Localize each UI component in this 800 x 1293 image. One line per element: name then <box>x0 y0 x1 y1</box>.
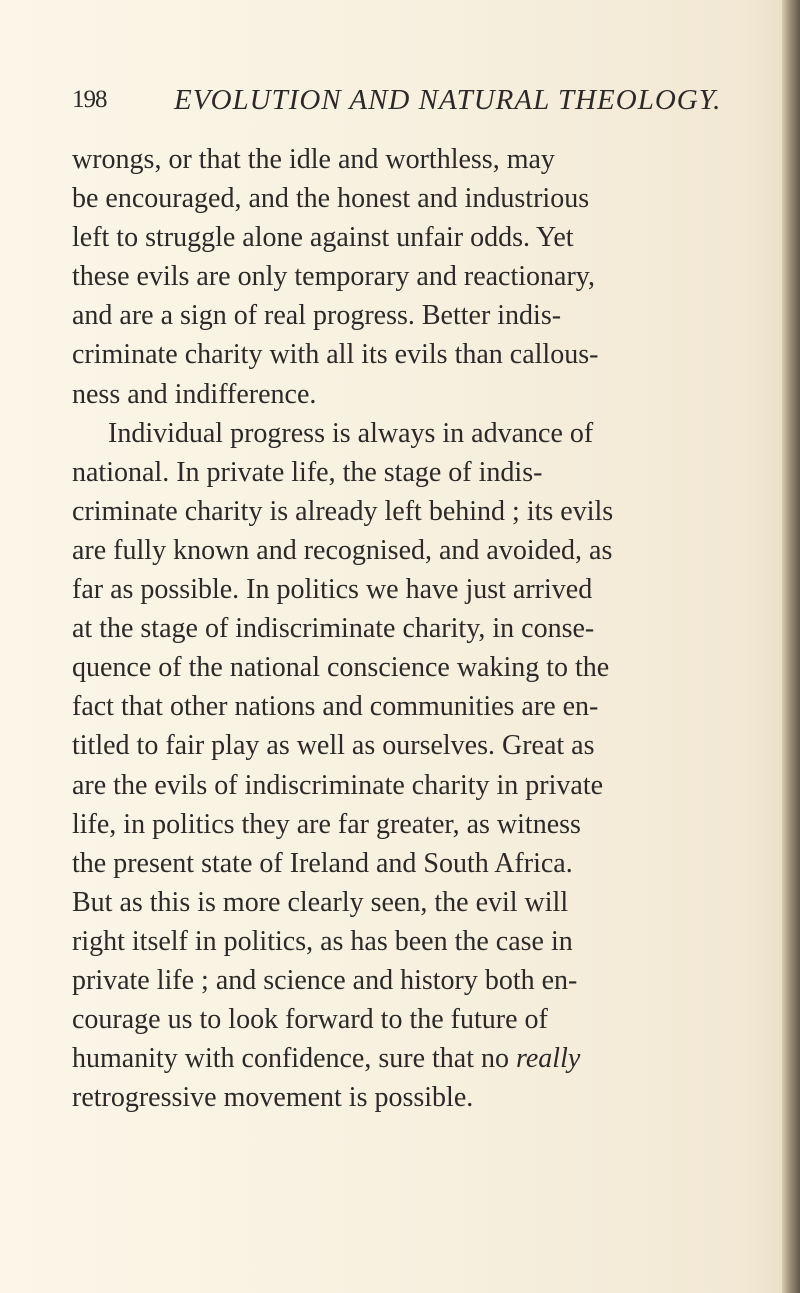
text-line <box>72 335 722 374</box>
text-line-content: criminate charity with all its evils than callous- <box>72 339 599 371</box>
text-line-content: But as this is more clearly seen, the evil will <box>72 886 569 918</box>
text-line-content: right itself in politics, as has been the case in <box>72 925 573 957</box>
text-line-content: wrongs, or that the idle and worthless, may <box>72 144 555 175</box>
text-line <box>72 257 722 296</box>
text-line <box>72 1039 722 1078</box>
text-line-content: be encouraged, and the honest and industrious <box>72 183 590 215</box>
text-line <box>72 726 722 765</box>
text-line-content: courage us to look forward to the future of <box>72 1004 548 1036</box>
text-line-content: criminate charity is already left behind ; its evils <box>72 495 614 527</box>
text-line <box>72 609 722 648</box>
text-line-content: at the stage of indiscriminate charity, in conse- <box>72 613 595 645</box>
text-line-content: fact that other nations and communities are en- <box>72 691 599 723</box>
text-line-content: private life ; and science and history both en- <box>72 964 578 996</box>
text-line-content: left to struggle alone against unfair odds. Yet <box>72 222 574 254</box>
text-line <box>72 531 722 570</box>
text-line <box>72 844 722 883</box>
text-line <box>72 766 722 805</box>
italic-emphasis: really <box>516 1043 581 1075</box>
text-line-content: far as possible. In politics we have just arrived <box>72 574 593 606</box>
text-line <box>72 1078 722 1117</box>
text-line-content: Individual progress is always in advance of <box>108 417 594 449</box>
text-line <box>72 179 722 218</box>
text-line <box>72 218 722 257</box>
paragraph-first-line <box>72 414 722 453</box>
text-line-content: quence of the national conscience waking to the <box>72 652 610 684</box>
text-line <box>72 687 722 726</box>
text-line <box>72 296 722 335</box>
page-header <box>72 82 722 118</box>
page-number: 198 <box>72 86 107 113</box>
text-line <box>72 883 722 922</box>
running-title: EVOLUTION AND NATURAL THEOLOGY. <box>174 84 722 116</box>
text-line <box>72 492 722 531</box>
text-line <box>72 140 722 179</box>
text-line-content: ness and indifference. <box>72 378 317 410</box>
text-line <box>72 375 722 414</box>
text-line-content: are fully known and recognised, and avoided, as <box>72 534 613 566</box>
text-line <box>72 570 722 609</box>
text-line <box>72 1000 722 1039</box>
page-binding-edge <box>782 0 800 1293</box>
text-line <box>72 453 722 492</box>
text-line <box>72 922 722 961</box>
body-text <box>72 140 722 1117</box>
text-line <box>72 648 722 687</box>
text-line-content: and are a sign of real progress. Better indis- <box>72 300 562 332</box>
text-line-content: life, in politics they are far greater, as witness <box>72 808 581 840</box>
text-line-content: national. In private life, the stage of indis- <box>72 456 543 488</box>
text-line <box>72 805 722 844</box>
text-line-content: these evils are only temporary and reactionary, <box>72 261 595 293</box>
text-line-content: the present state of Ireland and South Africa. <box>72 847 573 879</box>
text-line-content: humanity with confidence, sure that no <box>72 1043 516 1075</box>
text-line-content: titled to fair play as well as ourselves. Great as <box>72 730 595 762</box>
text-line-content: are the evils of indiscriminate charity in private <box>72 769 604 801</box>
text-line-content: retrogressive movement is possible. <box>72 1082 474 1114</box>
text-line <box>72 961 722 1000</box>
